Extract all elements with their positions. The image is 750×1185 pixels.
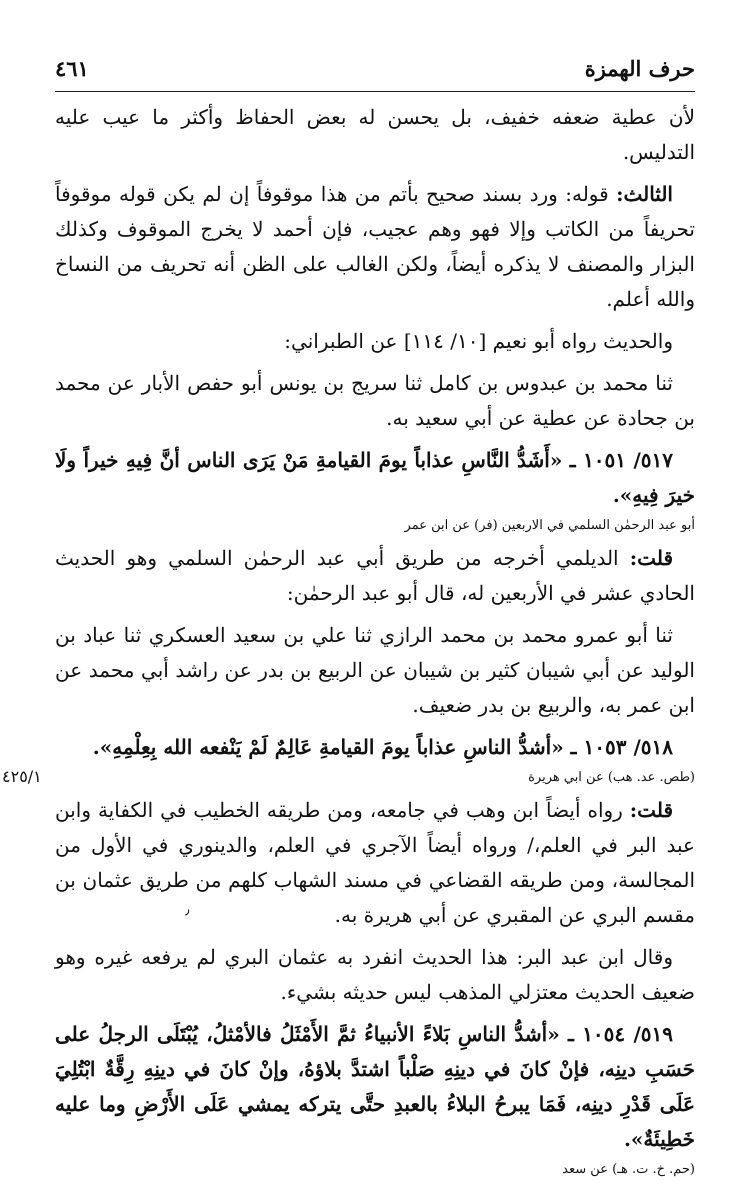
margin-reference: ٤٢٥/١ (2, 767, 42, 786)
paragraph (55, 541, 695, 611)
hadith-text: ٥١٩/ ١٠٥٤ ـ «أشدُّ الناسِ بَلاءً الأنبياءُ ثمَّ الأَمْثَلُ فالأمْثلُ، يُبْتَلَى الرجلُ على حَسَبِ دينِه، فإنْ كانَ في دينِهِ صَلْباً اشتدَّ بلاؤهُ، وإنْ كانَ في دينِهِ رِقَّةٌ ابْتُلِيَ عَلَى قَدْرِ دينِه، فَمَا يبرحُ البلاءُ بالعبدِ حتَّى يتركه يمشي عَلَى الأَرْضِ وما عليه خَطِيئَةٌ». (55, 1022, 695, 1151)
paragraph-lead: الثالث: (616, 182, 673, 206)
hadith-text: ٥١٨/ ١٠٥٣ ـ «أشدُّ الناسِ عذاباً يومَ القيامةِ عَالِمٌ لَمْ يَنْفعه الله بِعِلْمِهِ». (92, 735, 673, 759)
paragraph-lead: قلت: (629, 798, 673, 822)
paragraph (55, 793, 695, 933)
paragraph: وقال ابن عبد البر: هذا الحديث انفرد به عثمان البري لم يرفعه غيره وهو ضعيف الحديث معتزلي المذهب ليس حديثه بشيء. (55, 945, 695, 1004)
paragraph-text: الديلمي أخرجه من طريق أبي عبد الرحمٰن السلمي وهو الحديث الحادي عشر في الأربعين له، قال أبو عبد الرحمٰن: (55, 546, 695, 605)
paragraph-text: قوله: ورد بسند صحيح بأتم من هذا موقوفاً إن لم يكن قوله موقوفاً تحريفاً من الكاتب وإلا فهو وهم عجيب، فإن أحمد لا يخرج الموقوف وكذلك البزار والمصنف لا يذكره أيضاً، ولكن الغالب على الظن أنه تحريف من النساخ والله أعلم. (55, 182, 695, 311)
paragraph (55, 177, 695, 317)
paragraph: والحديث رواه أبو نعيم [١٠/ ١١٤] عن الطبراني: (284, 329, 673, 353)
header-divider (55, 91, 695, 92)
main-text (55, 100, 695, 1185)
paragraph: ثنا أبو عمرو محمد بن محمد الرازي ثنا علي بن سعيد العسكري ثنا عباد بن الوليد عن أبي شيبان كثير بن شيبان عن الربيع بن بدر عن راشد أبي محمد عن ابن عمر به، والربيع بن بدر ضعيف. (55, 623, 695, 717)
hadith-text: ٥١٧/ ١٠٥١ ـ «أَشَدُّ النَّاسِ عذاباً يومَ القيامةِ مَنْ يَرَى الناس أنَّ فِيهِ خيراً ولَا خيرَ فِيهِ». (55, 448, 695, 507)
hadith-source: (حم. خ. ت. هـ) عن سعد (562, 1162, 695, 1177)
paragraph: ثنا محمد بن عبدوس بن كامل ثنا سريج بن يونس أبو حفص الأبار عن محمد بن جحادة عن عطية عن أبي سعيد به. (55, 371, 695, 430)
hadith-source: أبو عبد الرحمٰن السلمي في الاربعين (فر) عن ابن عمر (404, 518, 695, 533)
page-header (55, 56, 695, 86)
chapter-title: حرف الهمزة (584, 56, 695, 81)
stray-mark: ٫ (185, 902, 190, 918)
page-number: ٤٦١ (55, 56, 89, 81)
hadith-source: (طص. عد. هب) عن ابي هريرة (528, 770, 695, 785)
paragraph: لأن عطية ضعفه خفيف، بل يحسن له بعض الحفاظ وأكثر ما عيب عليه التدليس. (55, 105, 695, 164)
paragraph-lead: قلت: (629, 546, 673, 570)
paragraph-text: رواه أيضاً ابن وهب في جامعه، ومن طريقه الخطيب في الكفاية وابن عبد البر في العلم،/ ورواه أيضاً الآجري في العلم، والدينوري في الأول من المجالسة، ومن طريقه القضاعي في مسند الشهاب كلهم من طريق عثمان بن مقسم البري عن المقبري عن أبي هريرة به. (55, 798, 695, 927)
